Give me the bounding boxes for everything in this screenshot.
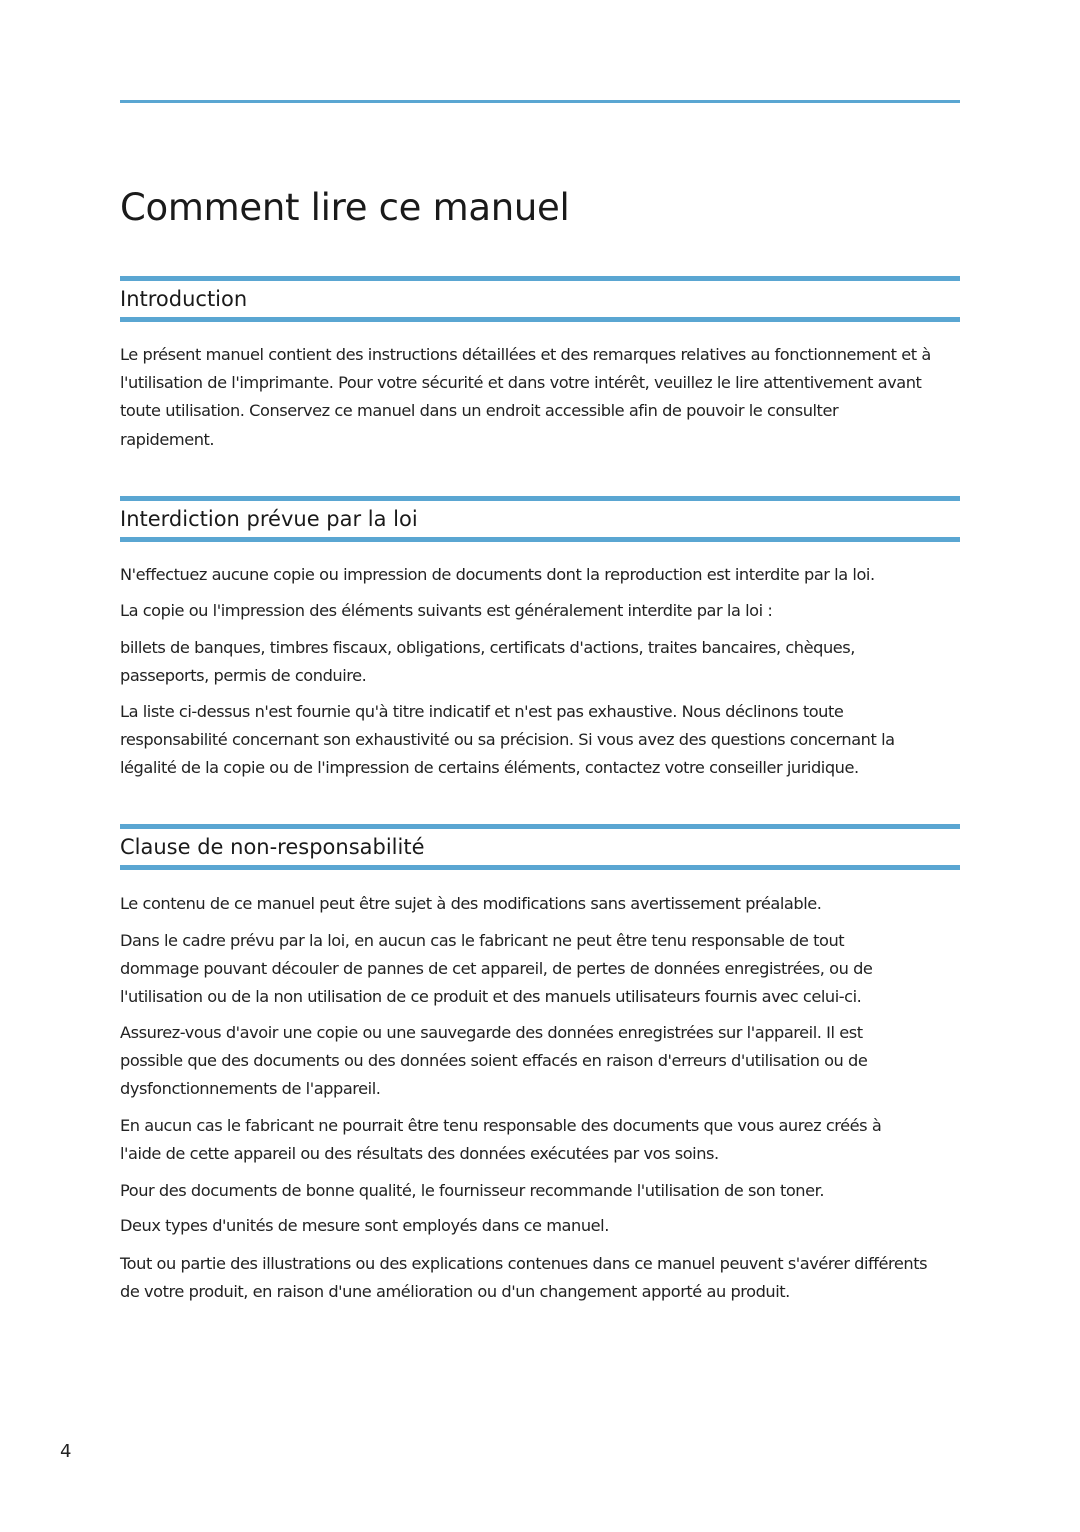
page-number: 4 [60,1441,72,1462]
text-line: La copie ou l'impression des éléments suivants est généralement interdite par la loi : [120,601,773,620]
paragraph-clause-1 [120,890,821,918]
paragraph-clause-6 [120,1212,609,1240]
text-line: En aucun cas le fabricant ne pourrait être tenu responsable des documents que vous aurez créés à [120,1116,882,1135]
text-line: l'utilisation ou de la non utilisation de ce produit et des manuels utilisateurs fournis avec celui-ci. [120,987,862,1007]
text-line: N'effectuez aucune copie ou impression de documents dont la reproduction est interdite par la loi. [120,565,875,584]
section-heading-introduction [120,276,960,322]
section-heading-interdiction [120,496,960,542]
text-line: Dans le cadre prévu par la loi, en aucun cas le fabricant ne peut être tenu responsable de tout [120,931,845,950]
text-line: Tout ou partie des illustrations ou des explications contenues dans ce manuel peuvent s'avérer différents [120,1254,928,1273]
text-line: l'utilisation de l'imprimante. Pour votre sécurité et dans votre intérêt, veuillez le lire attentivement avant [120,373,922,393]
text-line: billets de banques, timbres fiscaux, obligations, certificats d'actions, traites bancaires, chèques, [120,638,855,657]
text-line: dysfonctionnements de l'appareil. [120,1079,381,1099]
paragraph-clause-7 [120,1250,927,1306]
text-line: Assurez-vous d'avoir une copie ou une sauvegarde des données enregistrées sur l'appareil. Il est [120,1023,863,1042]
section-heading-clause [120,824,960,870]
text-line: de votre produit, en raison d'une amélioration ou d'un changement apporté au produit. [120,1282,790,1302]
text-line: possible que des documents ou des données soient effacés en raison d'erreurs d'utilisation ou de [120,1051,868,1071]
paragraph-clause-2 [120,927,872,1012]
text-line: Le contenu de ce manuel peut être sujet à des modifications sans avertissement préalable. [120,894,822,913]
text-line: passeports, permis de conduire. [120,666,367,686]
text-line: rapidement. [120,429,215,449]
text-line: Pour des documents de bonne qualité, le fournisseur recommande l'utilisation de son toner. [120,1181,825,1200]
text-line: Le présent manuel contient des instructions détaillées et des remarques relatives au fonctionnement et à [120,345,931,364]
text-line: l'aide de cette appareil ou des résultats des données exécutées par vos soins. [120,1144,719,1164]
paragraph-clause-4 [120,1112,881,1168]
text-line: légalité de la copie ou de l'impression de certains éléments, contactez votre conseiller juridique. [120,758,859,778]
text-line: responsabilité concernant son exhaustivité ou sa précision. Si vous avez des questions concernant la [120,730,895,750]
text-line: La liste ci-dessus n'est fournie qu'à titre indicatif et n'est pas exhaustive. Nous déclinons toute [120,702,844,721]
paragraph-interdiction-3 [120,634,855,690]
section-heading-text: Introduction [120,287,248,311]
paragraph-clause-5 [120,1177,824,1205]
paragraph-interdiction-2 [120,597,772,625]
section-heading-text: Clause de non-responsabilité [120,835,425,859]
text-line: Deux types d'unités de mesure sont employés dans ce manuel. [120,1216,609,1235]
paragraph-interdiction-1 [120,561,875,589]
section-heading-text: Interdiction prévue par la loi [120,507,418,531]
text-line: toute utilisation. Conservez ce manuel dans un endroit accessible afin de pouvoir le consulter [120,401,839,421]
text-line: dommage pouvant découler de pannes de cet appareil, de pertes de données enregistrées, ou de [120,959,873,979]
paragraph-clause-3 [120,1019,867,1104]
paragraph-interdiction-4 [120,698,895,783]
page-title: Comment lire ce manuel [120,186,570,229]
top-rule [120,100,960,103]
paragraph-introduction [120,341,931,454]
